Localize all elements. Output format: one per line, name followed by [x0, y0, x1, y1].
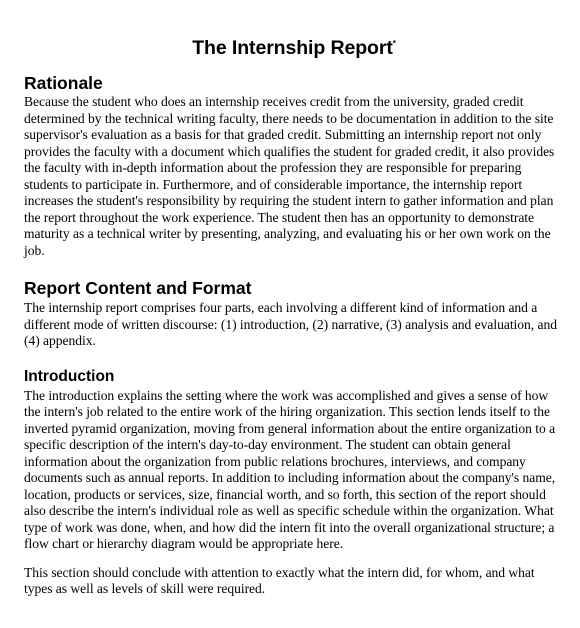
section-heading-introduction: Introduction	[24, 367, 115, 385]
section-heading-report-content: Report Content and Format	[24, 278, 252, 298]
introduction-paragraph-1: The introduction explains the setting where the work was accomplished and gives a sense of how the intern's job related to the entire work of the hiring organization. This section lends itself to the inverted pyramid organization, moving from general information about the entire organization to a specific description of the intern's day-to-day environment. The student can obtain general information about the organization from public relations brochures, interviews, and company documents such as annual reports. In addition to including information about the company's name, location, products or services, size, financial worth, and so forth, this section of the report should also describe the intern's individual role as well as specific schedule within the organization. What type of work was done, when, and how did the intern fit into the overall organizational structure; a flow chart or hierarchy diagram would be appropriate here.	[24, 387, 556, 551]
report-content-paragraph: The internship report comprises four parts, each involving a different kind of information and a different mode of written discourse: (1) introduction, (2) narrative, (3) analysis and evaluation, and (4) appendix.	[24, 300, 557, 348]
rationale-paragraph: Because the student who does an internship receives credit from the university, graded credit determined by the technical writing faculty, there needs to be documentation in addition to the site supervisor's evaluation as a basis for that graded credit. Submitting an internship report not only provides the faculty with a document which qualifies the student for graded credit, it also provides the faculty with in-depth information about the profession they are responsible for preparing students to participate in. Furthermore, and of considerable importance, the internship report increases the student's responsibility by requiring the student intern to gather information and plan the report throughout the work experience. The student then has an opportunity to demonstrate maturity as a technical writer by presenting, analyzing, and evaluating his or her own work on the job.	[24, 94, 555, 258]
title-text: The Internship Report	[192, 37, 393, 59]
introduction-paragraph-2: This section should conclude with attention to exactly what the intern did, for whom, and what types as well as levels of skill were required.	[24, 564, 535, 596]
title-footnote-mark: *	[392, 39, 396, 48]
document-title	[24, 31, 564, 61]
section-heading-rationale: Rationale	[24, 73, 103, 93]
